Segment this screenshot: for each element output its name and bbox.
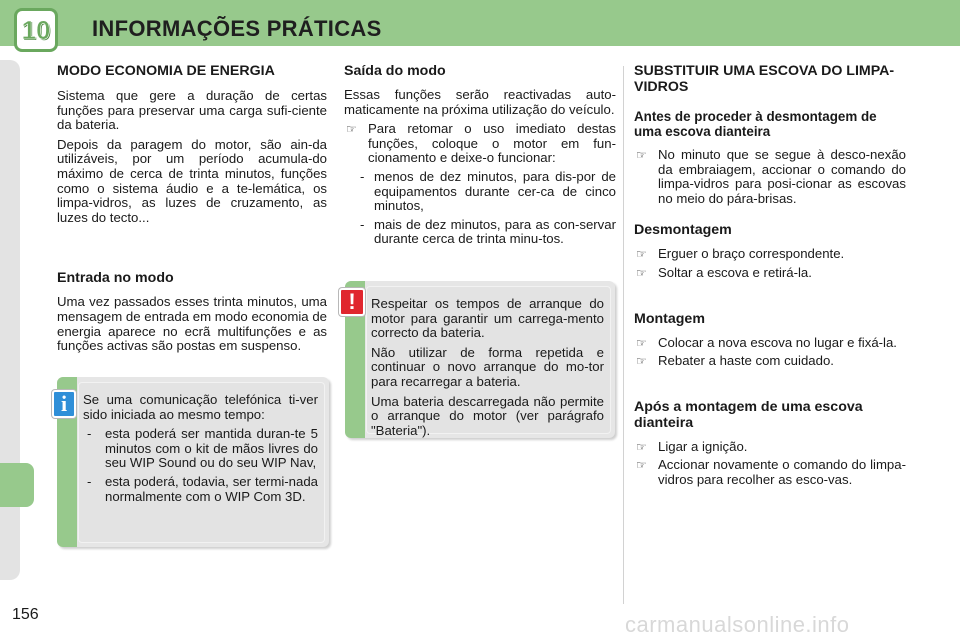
paragraph: Respeitar os tempos de arranque do motor para garantir um carrega-mento correcto da bateria. bbox=[371, 296, 604, 341]
list-item: ☞ No minuto que se segue à desco-nexão da embraiagem, accionar o comando do limpa-vidros para posi-cionar as escovas no meio do pára-brisas. bbox=[636, 147, 906, 206]
list-item: - esta poderá, todavia, ser termi-nada normalmente com o WIP Com 3D. bbox=[87, 473, 318, 504]
entry-mode-heading: Entrada no modo bbox=[57, 270, 174, 287]
right-column bbox=[634, 63, 906, 492]
list-item: - mais de dez minutos, para as con-servar durante cerca de trinta minu-tos. bbox=[360, 216, 616, 247]
list-item: ☞ Erguer o braço correspondente. bbox=[636, 246, 845, 262]
pointing-hand-icon: ☞ bbox=[636, 148, 647, 162]
chapter-badge bbox=[14, 8, 58, 52]
info-note-content bbox=[78, 382, 325, 543]
pointing-hand-icon: ☞ bbox=[636, 265, 647, 280]
list-item: - esta poderá ser mantida duran-te 5 minutos com o kit de mãos livres do seu WIP Sound ou do seu WIP Nav, bbox=[87, 426, 318, 471]
left-column bbox=[57, 63, 327, 359]
wiper-replacement-heading: SUBSTITUIR UMA ESCOVA DO LIMPA-VIDROS bbox=[634, 63, 895, 95]
pointing-hand-icon: ☞ bbox=[636, 458, 647, 473]
warning-note-content bbox=[366, 286, 611, 438]
paragraph: Sistema que gere a duração de certas funções para preservar uma carga sufi-ciente da bateria. bbox=[57, 88, 327, 133]
column-divider bbox=[623, 66, 624, 604]
pointing-hand-icon: ☞ bbox=[636, 247, 647, 262]
list-item: ☞ Accionar novamente o comando do limpa-vidros para recolher as esco-vas. bbox=[636, 457, 906, 487]
list-item: ☞ Para retomar o uso imediato destas funções, coloque o motor em fun-cionamento e deixe-o funcionar: bbox=[346, 121, 616, 166]
paragraph: Depois da paragem do motor, são ain-da utilizáveis, por um período acumula-do máximo de cerca de trinta minutos, funções como o sistema áudio e a te-lemática, os limpa-vidros, as luzes de cruzamento, as luzes do tecto... bbox=[57, 136, 327, 225]
exclamation-icon: ! bbox=[339, 288, 365, 316]
info-note bbox=[57, 377, 329, 547]
watermark: carmanualsonline.info bbox=[625, 612, 850, 637]
list-item: ☞ Ligar a ignição. bbox=[636, 438, 748, 454]
page-title: INFORMAÇÕES PRÁTICAS bbox=[92, 16, 382, 41]
before-removal-heading: Antes de proceder à desmontagem de uma escova dianteira bbox=[634, 109, 877, 139]
paragraph: Essas funções serão reactivadas auto-maticamente na próxima utilização do veículo. bbox=[344, 87, 616, 117]
pointing-hand-icon: ☞ bbox=[636, 439, 647, 454]
info-icon: i bbox=[52, 390, 76, 418]
mounting-heading: Montagem bbox=[634, 310, 705, 327]
exit-mode-heading: Saída do modo bbox=[344, 63, 446, 79]
after-mounting-heading: Após a montagem de uma escova dianteira bbox=[634, 398, 863, 431]
chapter-number: 10 bbox=[21, 14, 51, 45]
removal-heading: Desmontagem bbox=[634, 222, 732, 239]
info-note-intro: Se uma comunicação telefónica ti-ver sido iniciada ao mesmo tempo: bbox=[83, 392, 318, 422]
paragraph: Uma vez passados esses trinta minutos, uma mensagem de entrada em modo economia de energia aparece no ecrã multifunções e as funções activas são postas em suspenso. bbox=[57, 294, 327, 354]
energy-mode-heading: MODO ECONOMIA DE ENERGIA bbox=[57, 63, 275, 79]
pointing-hand-icon: ☞ bbox=[636, 354, 647, 369]
warning-note bbox=[345, 281, 615, 438]
paragraph: Uma bateria descarregada não permite o arranque do motor (ver parágrafo "Bateria"). bbox=[371, 393, 604, 438]
chapter-tab-marker bbox=[0, 463, 34, 507]
pointing-hand-icon: ☞ bbox=[346, 122, 357, 137]
pointing-hand-icon: ☞ bbox=[636, 335, 647, 350]
list-item: ☞ Colocar a nova escova no lugar e fixá-la. bbox=[636, 334, 897, 350]
list-item: ☞ Rebater a haste com cuidado. bbox=[636, 353, 834, 369]
paragraph: Não utilizar de forma repetida e continuar o novo arranque do mo-tor para recarregar a bateria. bbox=[371, 344, 604, 389]
page-number: 156 bbox=[12, 606, 39, 623]
list-item: - menos de dez minutos, para dis-por de equipamentos durante cer-ca de cinco minutos, bbox=[360, 168, 616, 214]
list-item: ☞ Soltar a escova e retirá-la. bbox=[636, 264, 812, 280]
middle-column bbox=[344, 63, 616, 251]
